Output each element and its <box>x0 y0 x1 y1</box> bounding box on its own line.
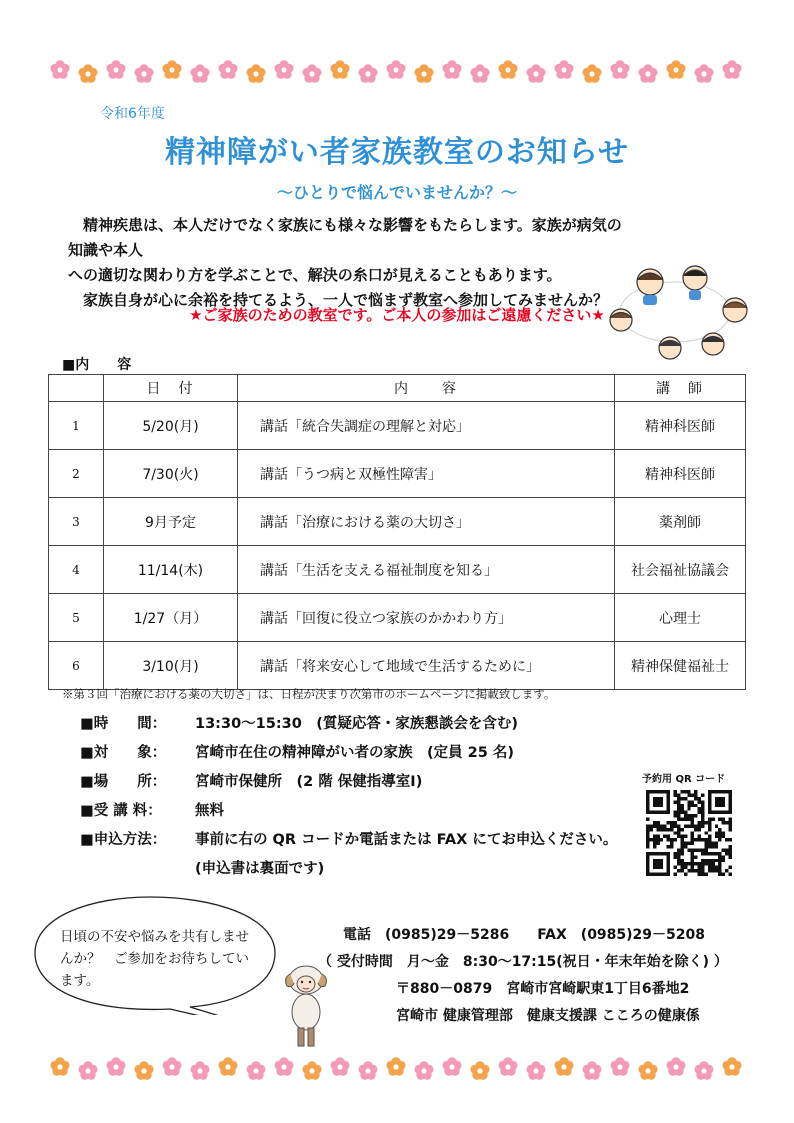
contact-hours: （ 受付時間 月～金 8:30～17:15(祝日・年末年始を除く) ） <box>318 954 728 970</box>
flower-icon <box>358 64 377 83</box>
row-lecturer: 心理士 <box>615 594 746 642</box>
row-number: 2 <box>49 450 104 498</box>
row-lecturer: 薬剤師 <box>615 498 746 546</box>
table-row <box>49 546 746 594</box>
detail-application <box>80 826 617 855</box>
header-no <box>49 375 104 402</box>
table-row <box>49 402 746 450</box>
flower-icon <box>694 64 713 83</box>
table-row <box>49 594 746 642</box>
flower-icon <box>526 1061 545 1080</box>
detail-value: (申込書は裏面です) <box>195 861 325 877</box>
flower-icon <box>582 64 601 83</box>
flower-icon <box>106 60 125 79</box>
flower-icon <box>246 64 265 83</box>
header-lecturer: 講 師 <box>615 375 746 402</box>
flower-icon <box>246 1061 265 1080</box>
detail-label: ■時 間： <box>80 716 167 732</box>
flower-icon <box>582 1061 601 1080</box>
flower-icon <box>554 60 573 79</box>
notice-text: ★ご家族のための教室です。ご本人の参加はご遠慮ください★ <box>189 306 605 324</box>
flower-icon <box>162 1057 181 1076</box>
schedule-table <box>48 374 746 690</box>
contact-info <box>318 922 728 1030</box>
flower-icon <box>386 60 405 79</box>
row-date: 3/10(月) <box>104 642 238 690</box>
flower-icon <box>50 60 69 79</box>
detail-time <box>80 710 617 739</box>
row-date: 5/20(月) <box>104 402 238 450</box>
flower-icon <box>470 1061 489 1080</box>
detail-place <box>80 768 617 797</box>
table-row <box>49 498 746 546</box>
flower-icon <box>330 60 349 79</box>
detail-value: 宮崎市在住の精神障がい者の家族 (定員 25 名) <box>195 745 515 761</box>
flower-icon <box>190 1061 209 1080</box>
bubble-message: 日頃の不安や悩みを共有しませんか？ ご参加をお待ちしています。 <box>60 929 249 989</box>
detail-label: ■申込方法： <box>80 832 167 848</box>
qr-code-icon[interactable] <box>646 790 732 876</box>
row-content: 講話「将来安心して地域で生活するために」 <box>238 642 615 690</box>
row-lecturer: 精神科医師 <box>615 402 746 450</box>
flower-icon <box>134 64 153 83</box>
flower-icon <box>358 1061 377 1080</box>
row-content: 講話「回復に役立つ家族のかかわり方」 <box>238 594 615 642</box>
header-date: 日 付 <box>104 375 238 402</box>
table-row <box>49 642 746 690</box>
flower-icon <box>190 64 209 83</box>
flower-icon <box>78 64 97 83</box>
row-date: 1/27（月） <box>104 594 238 642</box>
flower-icon <box>442 60 461 79</box>
detail-value: 宮崎市保健所 (2 階 保健指導室Ⅰ) <box>195 774 423 790</box>
flower-icon <box>610 60 629 79</box>
flower-border-bottom <box>46 1055 746 1083</box>
detail-value: 無料 <box>195 803 224 819</box>
row-date: 9月予定 <box>104 498 238 546</box>
flower-icon <box>218 1057 237 1076</box>
flower-icon <box>666 60 685 79</box>
row-content: 講話「統合失調症の理解と対応」 <box>238 402 615 450</box>
detail-value: 13:30～15:30 (質疑応答・家族懇談会を含む) <box>195 716 519 732</box>
flower-icon <box>470 64 489 83</box>
flower-icon <box>414 1061 433 1080</box>
contact-address: 〒880－0879 宮崎市宮崎駅東1丁目6番地2 <box>396 981 690 997</box>
flower-icon <box>722 1057 741 1076</box>
flower-icon <box>722 60 741 79</box>
flower-icon <box>638 64 657 83</box>
detail-value: 事前に右の QR コードか電話または FAX にてお申込ください。 <box>195 832 618 848</box>
row-number: 1 <box>49 402 104 450</box>
flower-icon <box>638 1061 657 1080</box>
table-header-row <box>49 375 746 402</box>
row-date: 11/14(木) <box>104 546 238 594</box>
row-number: 4 <box>49 546 104 594</box>
row-content: 講話「生活を支える福祉制度を知る」 <box>238 546 615 594</box>
qr-code-label: 予約用 QR コード <box>642 774 726 785</box>
detail-label: ■対 象： <box>80 745 167 761</box>
flower-icon <box>554 1057 573 1076</box>
detail-label: ■受 講 料： <box>80 803 162 819</box>
table-row <box>49 450 746 498</box>
flower-icon <box>694 1061 713 1080</box>
flower-icon <box>50 1057 69 1076</box>
flower-icon <box>414 64 433 83</box>
row-lecturer: 精神科医師 <box>615 450 746 498</box>
intro-line: 精神疾患は、本人だけでなく家族にも様々な影響をもたらします。家族が病気の知識や本人 <box>68 216 622 259</box>
header-content: 内 容 <box>238 375 615 402</box>
flower-icon <box>134 1061 153 1080</box>
page-title: 精神障がい者家族教室のお知らせ <box>164 135 630 170</box>
page-subtitle: ～ひとりで悩んでいませんか？～ <box>276 183 517 202</box>
flower-icon <box>526 64 545 83</box>
schedule-section-title: ■内 容 <box>62 357 132 373</box>
fiscal-year: 令和6年度 <box>100 106 165 122</box>
contact-office: 宮崎市 健康管理部 健康支援課 こころの健康係 <box>396 1008 700 1024</box>
flower-icon <box>218 60 237 79</box>
row-date: 7/30(火) <box>104 450 238 498</box>
row-number: 3 <box>49 498 104 546</box>
row-number: 5 <box>49 594 104 642</box>
row-lecturer: 精神保健福祉士 <box>615 642 746 690</box>
flower-icon <box>162 60 181 79</box>
detail-target <box>80 739 617 768</box>
row-lecturer: 社会福祉協議会 <box>615 546 746 594</box>
flower-icon <box>106 1057 125 1076</box>
flower-border-top <box>46 58 746 86</box>
flower-icon <box>274 1057 293 1076</box>
schedule-footnote: ※第３回「治療における薬の大切さ」は、日程が決まり次第市のホームページに掲載致します。 <box>62 687 556 701</box>
intro-text <box>68 213 628 313</box>
flower-icon <box>78 1061 97 1080</box>
flower-icon <box>666 1057 685 1076</box>
contact-phone-fax: 電話 (0985)29－5286 FAX (0985)29－5208 <box>343 927 706 943</box>
flower-icon <box>498 1057 517 1076</box>
flower-icon <box>302 64 321 83</box>
flower-icon <box>386 1057 405 1076</box>
intro-line: 家族自身が心に余裕を持てるよう、一人で悩まず教室へ参加してみませんか？ <box>68 291 609 309</box>
flower-icon <box>610 1057 629 1076</box>
flower-icon <box>274 60 293 79</box>
detail-label: ■場 所： <box>80 774 167 790</box>
flower-icon <box>442 1057 461 1076</box>
flower-icon <box>498 60 517 79</box>
flower-icon <box>302 1061 321 1080</box>
detail-fee <box>80 797 617 826</box>
row-number: 6 <box>49 642 104 690</box>
event-details <box>80 710 617 884</box>
intro-line: への適切な関わり方を学ぶことで、解決の糸口が見えることもあります。 <box>68 266 562 284</box>
row-content: 講話「うつ病と双極性障害」 <box>238 450 615 498</box>
detail-application-note <box>80 855 617 884</box>
flower-icon <box>330 1057 349 1076</box>
row-content: 講話「治療における薬の大切さ」 <box>238 498 615 546</box>
